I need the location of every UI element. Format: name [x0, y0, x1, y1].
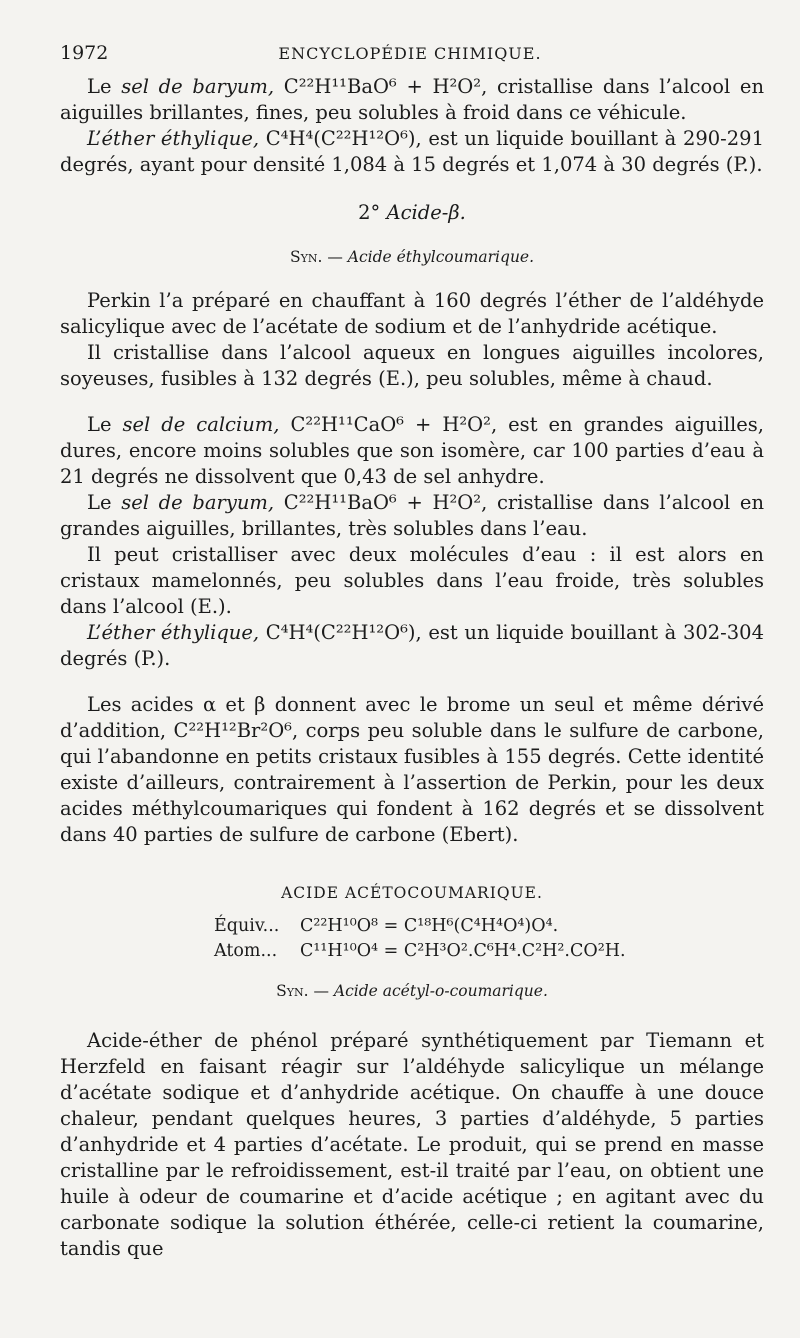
formula-atom-row [214, 939, 764, 964]
page-header [60, 42, 760, 70]
synonym-line-aceto: Syn. — Acide acétyl-o-coumarique. [276, 982, 548, 1000]
synonym-label: Syn. [276, 982, 309, 1000]
formula-atom: C¹¹H¹⁰O⁴ = C²H³O².C⁶H⁴.C²H².CO²H. [300, 941, 626, 961]
formula-equiv-row [214, 914, 764, 939]
paragraph-ethyl-ether-beta: L’éther éthylique, C⁴H⁴(C²²H¹²O⁶), est un liquide bouillant à 302-304 degrés (P.). [60, 621, 764, 670]
running-title: ENCYCLOPÉDIE CHIMIQUE. [278, 44, 542, 63]
paragraph-ethyl-ether-alpha: L’éther éthylique, C⁴H⁴(C²²H¹²O⁶), est un liquide bouillant à 290-291 degrés, ayant pour densité 1,084 à 15 degrés et 1,074 à 30 degrés (P.). [60, 127, 764, 176]
formula-atom-label: Atom... [214, 941, 278, 961]
compound-name: L’éther éthylique, [87, 127, 260, 150]
formula-equiv: C²²H¹⁰O⁸ = C¹⁸H⁶(C⁴H⁴O⁴)O⁴. [300, 916, 559, 936]
paragraph-bromine-derivative: Les acides α et β donnent avec le brome un seul et même dérivé d’addition, C²²H¹²Br²O⁶, corps peu soluble dans le sulfure de carbone, qui l’abandonne en petits cristaux fusibles à 155 degrés. Cette identité existe d’ailleurs, contrairement à l’assertion de Perkin, pour les deux acides méthylcoumariques qui fondent à 162 degrés et se dissolvent dans 40 parties de sulfure de carbone (Ebert). [60, 693, 764, 846]
paragraph-crystallisation: Il cristallise dans l’alcool aqueux en longues aiguilles incolores, soyeuses, fusibles à 132 degrés (E.), peu solubles, même à chaud. [60, 341, 764, 390]
synonym-line-beta: Syn. — Acide éthylcoumarique. [289, 248, 535, 266]
page-body [60, 74, 764, 1262]
paragraph-calcium-salt: Le sel de calcium, C²²H¹¹CaO⁶ + H²O², est en grandes aiguilles, dures, encore moins solubles que son isomère, car 100 parties d’eau à 21 degrés ne dissolvent que 0,43 de sel anhydre. [60, 413, 764, 488]
paragraph-perkin-preparation: Perkin l’a préparé en chauffant à 160 degrés l’éther de l’aldéhyde salicylique avec de l’acétate de sodium et de l’anhydride acétique. [60, 289, 764, 338]
formula: C⁴H⁴(C²²H¹²O⁶) [259, 621, 416, 644]
paragraph-barium-salt-beta: Le sel de baryum, C²²H¹¹BaO⁶ + H²O², cristallise dans l’alcool en grandes aiguilles, brillantes, très solubles dans l’eau. [60, 491, 765, 540]
compound-name: sel de baryum, [121, 491, 275, 514]
compound-name: L’éther éthylique, [87, 621, 260, 644]
compound-name: sel de baryum, [121, 75, 275, 98]
formula: C²²H¹¹CaO⁶ + H²O² [279, 413, 491, 436]
formula: C⁴H⁴(C²²H¹²O⁶) [259, 127, 416, 150]
formula: C²²H¹¹BaO⁶ + H²O² [274, 75, 482, 98]
section-number: 2° [358, 201, 381, 224]
synonym-name: Acide acétyl-o-coumarique. [333, 982, 548, 1000]
formula-block [214, 914, 764, 964]
paragraph-tiemann-herzfeld: Acide-éther de phénol préparé synthétiquement par Tiemann et Herzfeld en faisant réagir sur l’aldéhyde salicylique un mélange d’acétate sodique et d’anhydride acétique. On chauffe à une douce chaleur, pendant quelques heures, 3 parties d’aldéhyde, 5 parties d’anhydride et 4 parties d’acétate. Le produit, qui se prend en masse cristalline par le refroidissement, est-il traité par l’eau, on obtient une huile à odeur de coumarine et d’acide acétique ; en agitant avec du carbonate sodique la solution éthérée, celle-ci retient la coumarine, tandis que [60, 1029, 764, 1260]
section-heading-acide-beta [60, 200, 764, 226]
section-heading-acetocoumaric: ACIDE ACÉTOCOUMARIQUE. [281, 884, 543, 902]
formula-equiv-label: Équiv... [214, 916, 280, 936]
synonym-label: Syn. [289, 248, 323, 266]
synonym-name: Acide éthylcoumarique. [347, 248, 535, 266]
paragraph-barium-salt-alpha: Le sel de baryum, C²²H¹¹BaO⁶ + H²O², cristallise dans l’alcool en aiguilles brillantes, fines, peu solubles à froid dans ce véhicule. [60, 75, 765, 124]
paragraph-two-water-molecules: Il peut cristalliser avec deux molécules d’eau : il est alors en cristaux mamelonnés, peu solubles dans l’eau froide, très solubles dans l’alcool (E.). [60, 543, 764, 618]
formula: C²²H¹¹BaO⁶ + H²O² [274, 491, 482, 514]
compound-name: sel de calcium, [122, 413, 280, 436]
section-title: Acide-β. [386, 201, 466, 224]
page-number: 1972 [60, 42, 109, 64]
